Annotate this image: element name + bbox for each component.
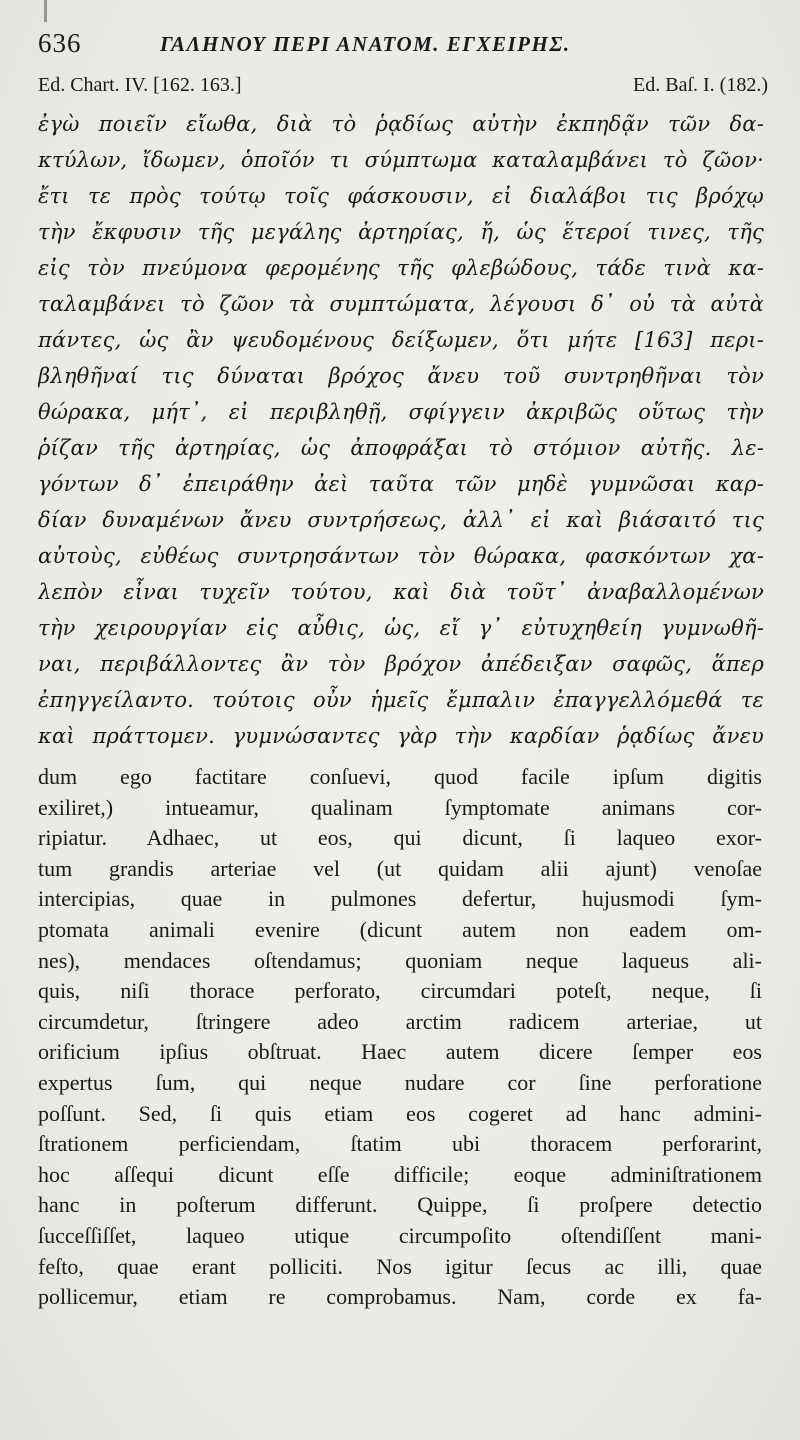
running-head: ΓΑΛΗΝΟΥ ΠΕΡΙ ΑΝΑΤΟΜ. ΕΓΧΕΙΡΗΣ. [160,32,571,56]
edition-reference-left: Ed. Chart. IV. [162. 163.] [38,74,242,96]
greek-text-line: βληθῆναί τις δύναται βρόχος ἄνευ τοῦ συντρηθῆναι τὸν [38,364,764,388]
greek-text-line: πάντες, ὡς ἂν ψευδομένους δείξωμεν, ὅτι μήτε [163] περι- [38,328,764,352]
latin-text-line: nes), mendaces oſtendamus; quoniam neque laqueus ali- [38,947,762,973]
latin-text-line: ſtrationem perficiendam, ſtatim ubi thoracem perforarint, [38,1131,762,1157]
margin-mark [44,0,47,22]
latin-text-line: poſſunt. Sed, ſi quis etiam eos cogeret ad hanc admini- [38,1100,762,1126]
latin-text-line: circumdetur, ſtringere adeo arctim radicem arteriae, ut [38,1008,762,1034]
greek-text-line: ἐγὼ ποιεῖν εἴωθα, διὰ τὸ ῥᾳδίως αὐτὴν ἐκπηδᾷν τῶν δα- [38,112,764,136]
latin-text-line: ptomata animali evenire (dicunt autem non eadem om- [38,916,762,942]
edition-reference-line [38,74,768,104]
latin-text-line: orificium ipſius obſtruat. Haec autem dicere ſemper eos [38,1039,762,1065]
greek-text-line: γόντων δ᾽ ἐπειράθην ἀεὶ ταῦτα τῶν μηδὲ γυμνῶσαι καρ- [38,472,764,496]
greek-text-line: θώρακα, μήτ᾽, εἰ περιβληθῇ, σφίγγειν ἀκριβῶς οὕτως τὴν [38,400,764,424]
latin-text-line: dum ego factitare conſuevi, quod facile ipſum digitis [38,764,762,789]
greek-text-line: ἔτι τε πρὸς τούτῳ τοῖς φάσκουσιν, εἰ διαλάβοι τις βρόχῳ [38,184,764,208]
latin-text-line: hoc aſſequi dicunt eſſe difficile; eoque adminiſtrationem [38,1161,762,1187]
greek-text-line: κτύλων, ἴδωμεν, ὁποῖόν τι σύμπτωμα καταλαμβάνει τὸ ζῶον· [38,148,764,172]
latin-text-line: expertus ſum, qui neque nudare cor ſine perforatione [38,1069,762,1095]
latin-text-line: feſto, quae erant polliciti. Nos igitur ſecus ac illi, quae [38,1253,762,1279]
latin-text-line: exiliret,) intueamur, qualinam ſymptomate animans cor- [38,794,762,820]
greek-text-line: ταλαμβάνει τὸ ζῶον τὰ συμπτώματα, λέγουσι δ᾽ οὐ τὰ αὐτὰ [38,292,764,316]
latin-text-block [38,762,762,1313]
greek-text-line: εἰς τὸν πνεύμονα φερομένης τῆς φλεβώδους, τάδε τινὰ κα- [38,256,764,280]
latin-text-line: ſucceſſiſſet, laqueo utique circumpoſito oſtendiſſent mani- [38,1222,762,1248]
latin-text-line: tum grandis arteriae vel (ut quidam alii ajunt) venoſae [38,855,762,881]
greek-text-line: τὴν χειρουργίαν εἰς αὖθις, ὡς, εἴ γ᾽ εὐτυχηθείη γυμνωθῆ- [38,616,764,640]
greek-text-line: ῥίζαν τῆς ἀρτηρίας, ὡς ἀποφράξαι τὸ στόμιον αὐτῆς. λε- [38,436,764,460]
greek-text-line: δίαν δυναμένων ἄνευ συντρήσεως, ἀλλ᾽ εἰ καὶ βιάσαιτό τις [38,508,764,532]
greek-text-line: ἐπηγγείλαντο. τούτοις οὖν ἡμεῖς ἔμπαλιν ἐπαγγελλόμεθά τε [38,688,764,712]
greek-text-line: αὐτοὺς, εὐθέως συντρησάντων τὸν θώρακα, φασκόντων χα- [38,544,764,568]
page-number: 636 [38,28,82,58]
latin-text-line: hanc in poſterum differunt. Quippe, ſi proſpere detectio [38,1192,762,1218]
latin-text-line: intercipias, quae in pulmones defertur, hujusmodi ſym- [38,886,762,912]
greek-text-block [38,106,764,754]
latin-text-line: quis, niſi thorace perforato, circumdari poteſt, neque, ſi [38,978,762,1004]
greek-text-line: λεπὸν εἶναι τυχεῖν τούτου, καὶ διὰ τοῦτ᾽ ἀναβαλλομένων [38,580,764,604]
greek-text-line: τὴν ἔκφυσιν τῆς μεγάλης ἀρτηρίας, ἤ, ὡς ἕτεροί τινες, τῆς [38,220,764,244]
latin-text-line: pollicemur, etiam re comprobamus. Nam, corde ex fa- [38,1284,762,1310]
edition-reference-right: Ed. Baſ. I. (182.) [633,74,768,96]
greek-text-line: καὶ πράττομεν. γυμνώσαντες γὰρ τὴν καρδίαν ῥᾳδίως ἄνευ [38,724,764,748]
page-header [38,28,756,68]
greek-text-line: ναι, περιβάλλοντες ἂν τὸν βρόχον ἀπέδειξαν σαφῶς, ἅπερ [38,652,764,676]
latin-text-line: ripiatur. Adhaec, ut eos, qui dicunt, ſi laqueo exor- [38,825,762,851]
